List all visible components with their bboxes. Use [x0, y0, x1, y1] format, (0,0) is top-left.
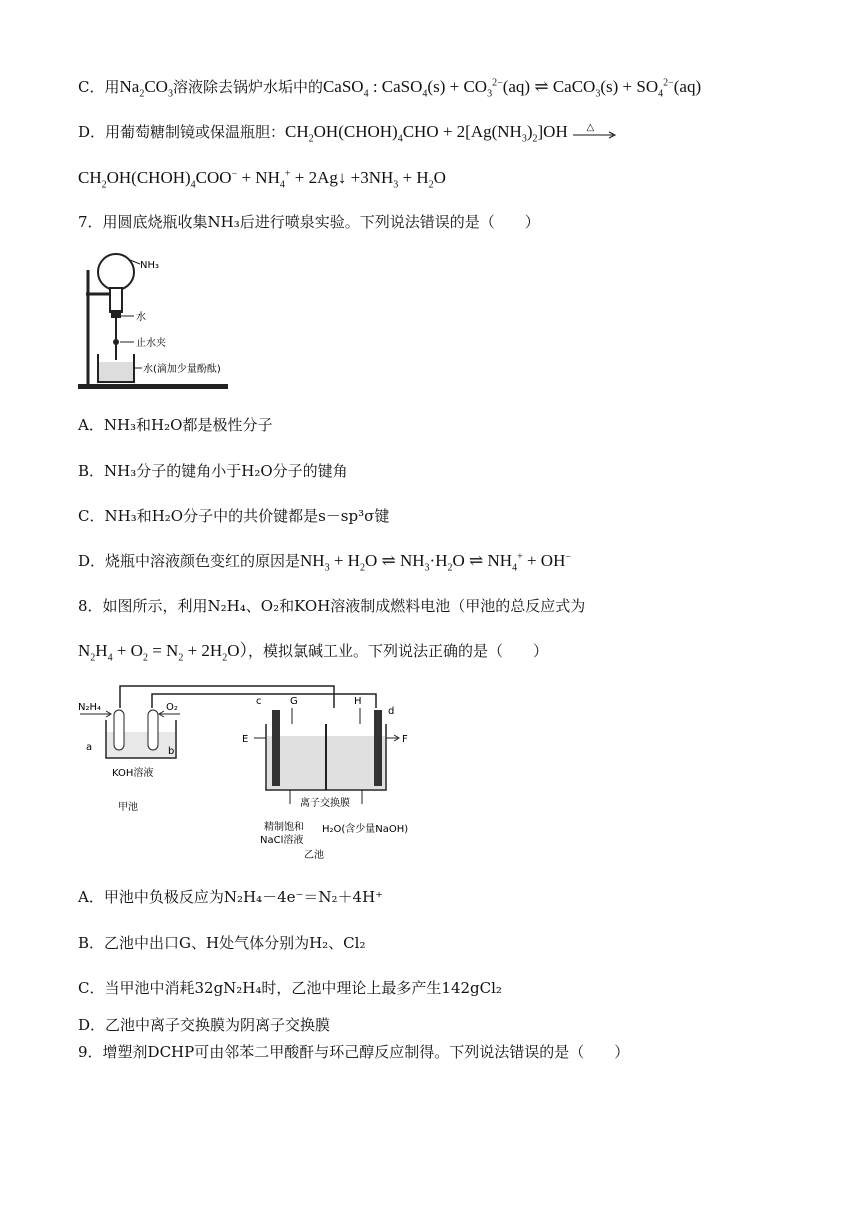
- q8-stem-line1: 8．如图所示，利用N₂H₄、O₂和KOH溶液制成燃料电池（甲池的总反应式为: [78, 597, 586, 615]
- label-b: b: [168, 746, 175, 757]
- reaction-arrow-icon: [573, 128, 617, 142]
- heat-symbol: △: [586, 122, 595, 133]
- label-nacl-1: 精制饱和: [264, 822, 304, 833]
- q9-stem: 9．增塑剂DCHP可由邻苯二甲酸酐与环己醇反应制得。下列说法错误的是（ ）: [78, 1043, 630, 1061]
- label-yi: 乙池: [304, 850, 324, 860]
- q8-option-d: D．乙池中离子交换膜为阴离子交换膜: [78, 1016, 331, 1034]
- equation-ammonia-ionization: $NH_3 + H_2O$ ⇌ $NH_3\cdot H_2O$ ⇌ $NH_4^+ + OH^-$: [300, 551, 572, 574]
- q7-option-a: A．NH₃和H₂O都是极性分子: [78, 416, 273, 434]
- label-clamp: 止水夹: [136, 338, 166, 349]
- q8-option-a: A．甲池中负极反应为N₂H₄－4e⁻＝N₂＋4H⁺: [78, 888, 384, 906]
- q6-option-c: C．用$Na_2CO_3$溶液除去锅炉水垢中的CaSO$_4$ : CaSO$_4$(s) + $CO_3^{2-}(aq)$ ⇌ CaCO$_3$(s) + $SO_4^{2-}(aq)$: [78, 77, 702, 100]
- label-e: E: [242, 734, 249, 745]
- label-membrane: 离子交换膜: [300, 798, 350, 809]
- q8-option-b: B．乙池中出口G、H处气体分别为H₂、Cl₂: [78, 934, 366, 952]
- q8-option-c: C．当甲池中消耗32gN₂H₄时，乙池中理论上最多产生142gCl₂: [78, 979, 502, 997]
- label-nacl-2: NaCl溶液: [260, 835, 304, 846]
- label-c: c: [256, 696, 262, 707]
- q7-option-d: D．烧瓶中溶液颜色变红的原因是$NH_3 + H_2O$ ⇌ $NH_3\cdot H_2O$ ⇌ $NH_4^+ + OH^-$: [78, 551, 572, 574]
- q6-option-d-line2: [78, 167, 446, 189]
- label-h: H: [354, 696, 362, 707]
- label-nh3: NH₃: [140, 260, 160, 271]
- q7-option-c: C．NH₃和H₂O分子中的共价键都是s－sp³σ键: [78, 507, 390, 525]
- label-a: a: [86, 742, 93, 753]
- label-o2: O₂: [166, 702, 178, 713]
- label-h2o-naoh: H₂O(含少量NaOH): [322, 824, 409, 835]
- fountain-experiment-figure: [76, 250, 246, 390]
- equation-silver-mirror-left: $CH_2OH(CHOH)_4CHO + 2[Ag(NH_3)_2]OH$: [285, 122, 568, 145]
- label-jia: 甲池: [118, 802, 138, 813]
- q6-option-d: D．用葡萄糖制镜或保温瓶胆：$CH_2OH(CHOH)_4CHO + 2[Ag(NH_3)_2]OH$ △: [78, 121, 617, 143]
- arrow-heat: [573, 122, 617, 140]
- label-g: G: [290, 696, 298, 707]
- q7-stem: 7．用圆底烧瓶收集NH₃后进行喷泉实验。下列说法错误的是（ ）: [78, 213, 540, 231]
- formula-na2co3: $Na_2CO_3$: [119, 77, 173, 100]
- label-d: d: [388, 706, 395, 717]
- electrolysis-figure: [76, 680, 436, 860]
- equation-caso4-conversion: CaSO$_4$ : CaSO$_4$(s) + $CO_3^{2-}(aq)$ ⇌ CaCO$_3$(s) + $SO_4^{2-}(aq)$: [322, 77, 702, 100]
- label-f: F: [402, 734, 408, 745]
- label-koh: KOH溶液: [112, 768, 154, 779]
- equation-silver-mirror-right: $CH_2OH(CHOH)_4COO^- + NH_4^+$ + 2Ag↓ $+3NH_3 + H_2O$: [78, 168, 446, 191]
- label-beaker: 水(滴加少量酚酞): [143, 364, 221, 375]
- equation-fuel-cell: $N_2H_4 + O_2 = N_2 + 2H_2O$）: [78, 641, 248, 664]
- q8-stem-line2: $N_2H_4 + O_2 = N_2 + 2H_2O$），模拟氯碱工业。下列说法正确的是（ ）: [78, 641, 548, 664]
- label-n2h4: N₂H₄: [78, 702, 102, 713]
- q7-option-b: B．NH₃分子的键角小于H₂O分子的键角: [78, 462, 348, 480]
- label-water-drop: 水: [136, 312, 146, 323]
